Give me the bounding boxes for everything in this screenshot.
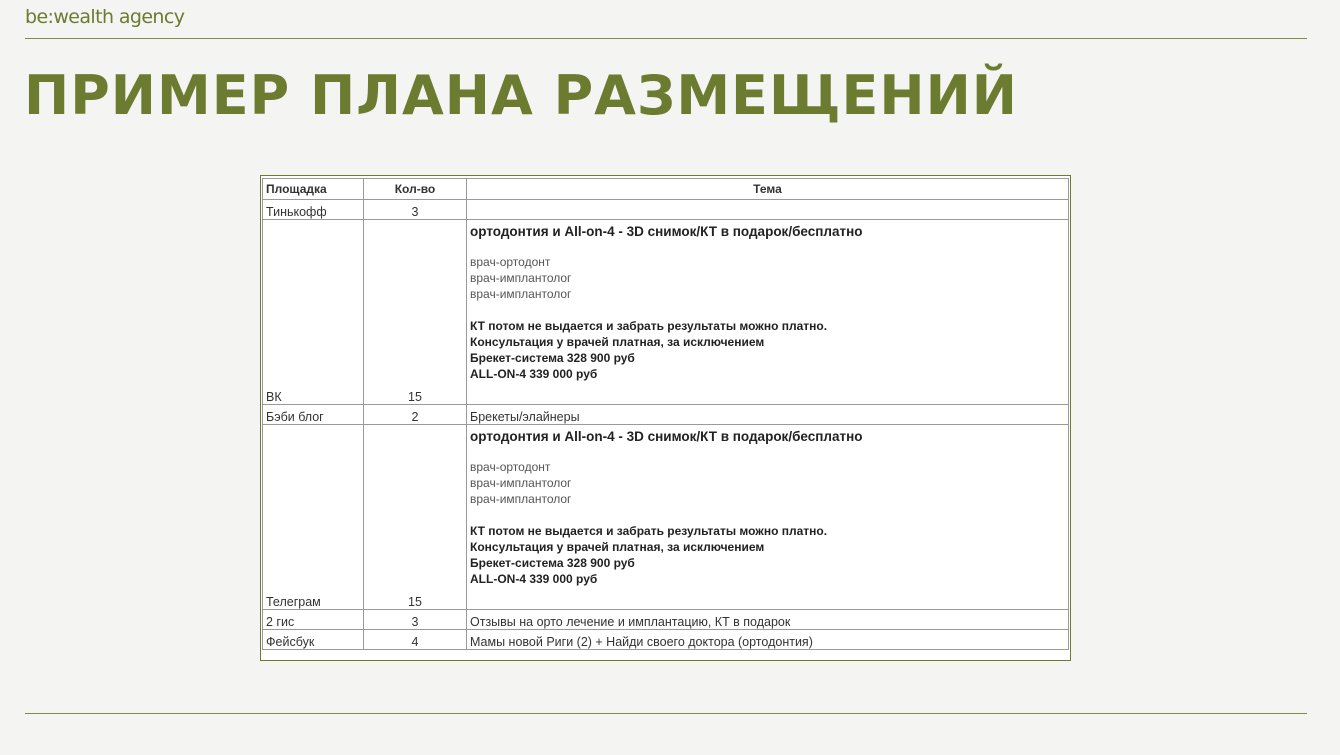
topic-notes xyxy=(470,318,1065,382)
table-header-row xyxy=(263,179,1069,200)
cell-qty: 2 xyxy=(364,405,467,425)
page-title: ПРИМЕР ПЛАНА РАЗМЕЩЕНИЙ xyxy=(24,64,1018,127)
cell-platform: Тинькофф xyxy=(263,200,364,220)
note-line: Консультация у врачей платная, за исключением xyxy=(470,335,765,349)
note-line: ALL-ON-4 339 000 руб xyxy=(470,572,598,586)
note-line: КТ потом не выдается и забрать результаты можно платно. xyxy=(470,319,828,333)
doctor-item: врач-имплантолог xyxy=(470,287,572,301)
header-qty: Кол-во xyxy=(364,179,467,200)
cell-topic: Мамы новой Риги (2) + Найди своего доктора (ортодонтия) xyxy=(467,630,1069,650)
topic-heading: ортодонтия и All-on-4 - 3D снимок/КТ в подарок/бесплатно xyxy=(470,224,863,239)
cell-topic xyxy=(467,200,1069,220)
bottom-divider xyxy=(25,713,1307,714)
doctor-list xyxy=(470,254,1065,302)
cell-platform: Бэби блог xyxy=(263,405,364,425)
doctor-list xyxy=(470,459,1065,507)
note-line: КТ потом не выдается и забрать результаты можно платно. xyxy=(470,524,828,538)
cell-qty: 15 xyxy=(364,220,467,405)
cell-topic xyxy=(467,425,1069,610)
note-line: ALL-ON-4 339 000 руб xyxy=(470,367,598,381)
top-divider xyxy=(25,38,1307,39)
cell-platform: ВК xyxy=(263,220,364,405)
note-line: Брекет-система 328 900 руб xyxy=(470,351,635,365)
header-topic: Тема xyxy=(467,179,1069,200)
cell-qty: 3 xyxy=(364,200,467,220)
cell-qty: 15 xyxy=(364,425,467,610)
doctor-item: врач-имплантолог xyxy=(470,492,572,506)
cell-qty: 4 xyxy=(364,630,467,650)
header-platform: Площадка xyxy=(263,179,364,200)
table-row xyxy=(263,405,1069,425)
topic-heading: ортодонтия и All-on-4 - 3D снимок/КТ в подарок/бесплатно xyxy=(470,429,863,444)
table-row xyxy=(263,610,1069,630)
doctor-item: врач-имплантолог xyxy=(470,476,572,490)
table-row xyxy=(263,630,1069,650)
cell-topic xyxy=(467,220,1069,405)
topic-notes xyxy=(470,523,1065,587)
doctor-item: врач-ортодонт xyxy=(470,255,551,269)
cell-topic: Брекеты/элайнеры xyxy=(467,405,1069,425)
cell-qty: 3 xyxy=(364,610,467,630)
brand-logo: be:wealth agency xyxy=(25,6,185,28)
cell-platform: Фейсбук xyxy=(263,630,364,650)
table-row xyxy=(263,200,1069,220)
cell-platform: Телеграм xyxy=(263,425,364,610)
note-line: Консультация у врачей платная, за исключением xyxy=(470,540,765,554)
placement-table-frame xyxy=(260,175,1071,661)
cell-topic: Отзывы на орто лечение и имплантацию, КТ в подарок xyxy=(467,610,1069,630)
note-line: Брекет-система 328 900 руб xyxy=(470,556,635,570)
table-row xyxy=(263,220,1069,405)
doctor-item: врач-ортодонт xyxy=(470,460,551,474)
doctor-item: врач-имплантолог xyxy=(470,271,572,285)
cell-platform: 2 гис xyxy=(263,610,364,630)
placement-table xyxy=(262,178,1069,650)
table-row xyxy=(263,425,1069,610)
